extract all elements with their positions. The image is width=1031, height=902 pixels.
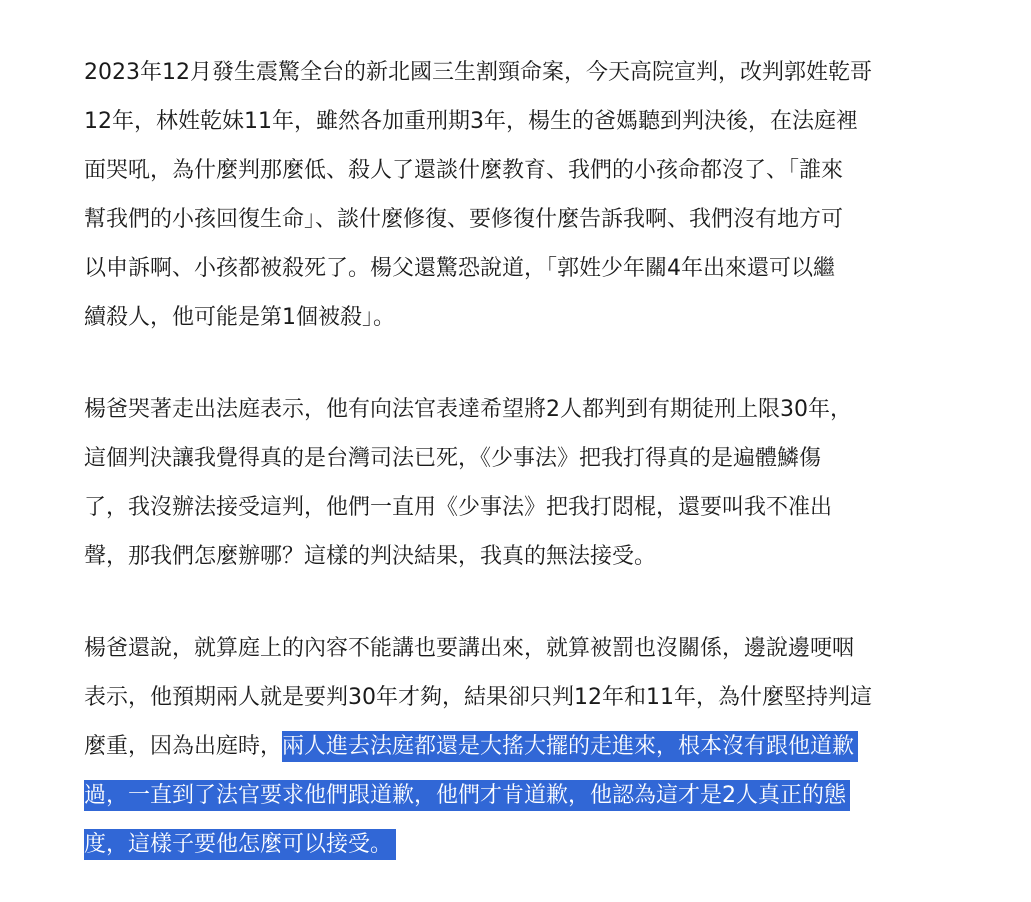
text-line: 以申訴啊、小孩都被殺死了。楊父還驚恐說道，「郭姓少年關4年出來還可以繼 [84, 256, 835, 281]
text-line: 12年，林姓乾妹11年，雖然各加重刑期3年，楊生的爸媽聽到判決後，在法庭裡 [84, 109, 858, 134]
selected-text-line[interactable] [84, 820, 954, 869]
text-line: 楊爸哭著走出法庭表示，他有向法官表達希望將2人都判到有期徒刑上限30年， [84, 397, 852, 422]
selected-text-line[interactable] [84, 771, 954, 820]
text-line: 這個判決讓我覺得真的是台灣司法已死，《少事法》把我打得真的是遍體鱗傷 [84, 446, 822, 471]
article-body [84, 48, 954, 869]
selected-text-segment[interactable]: 度，這樣子要他怎麼可以接受。 [84, 829, 396, 860]
text-line: 續殺人，他可能是第1個被殺」。 [84, 305, 395, 330]
text-line: 聲，那我們怎麼辦哪？這樣的判決結果，我真的無法接受。 [84, 544, 657, 569]
selected-text-segment[interactable]: 兩人進去法庭都還是大搖大擺的走進來，根本沒有跟他道歉 [282, 731, 858, 762]
paragraph-3 [84, 624, 954, 869]
paragraph-1 [84, 48, 954, 342]
text-line: 2023年12月發生震驚全台的新北國三生割頸命案，今天高院宣判，改判郭姓乾哥 [84, 60, 872, 85]
text-line: 了，我沒辦法接受這判，他們一直用《少事法》把我打悶棍，還要叫我不准出 [84, 495, 833, 520]
paragraph-2 [84, 385, 954, 581]
text-line: 表示，他預期兩人就是要判30年才夠，結果卻只判12年和11年，為什麼堅持判這 [84, 685, 872, 710]
selected-text-segment[interactable]: 過，一直到了法官要求他們跟道歉，他們才肯道歉，他認為這才是2人真正的態 [84, 780, 850, 811]
text-line: 楊爸還說，就算庭上的內容不能講也要講出來，就算被罰也沒關係，邊說邊哽咽 [84, 636, 855, 661]
text-plain-segment: 麼重，因為出庭時， [84, 734, 283, 759]
text-line: 面哭吼，為什麼判那麼低、殺人了還談什麼教育、我們的小孩命都沒了、「誰來 [84, 158, 844, 183]
text-line-mixed [84, 722, 954, 771]
text-line: 幫我們的小孩回復生命」、談什麼修復、要修復什麼告訴我啊、我們沒有地方可 [84, 207, 844, 232]
